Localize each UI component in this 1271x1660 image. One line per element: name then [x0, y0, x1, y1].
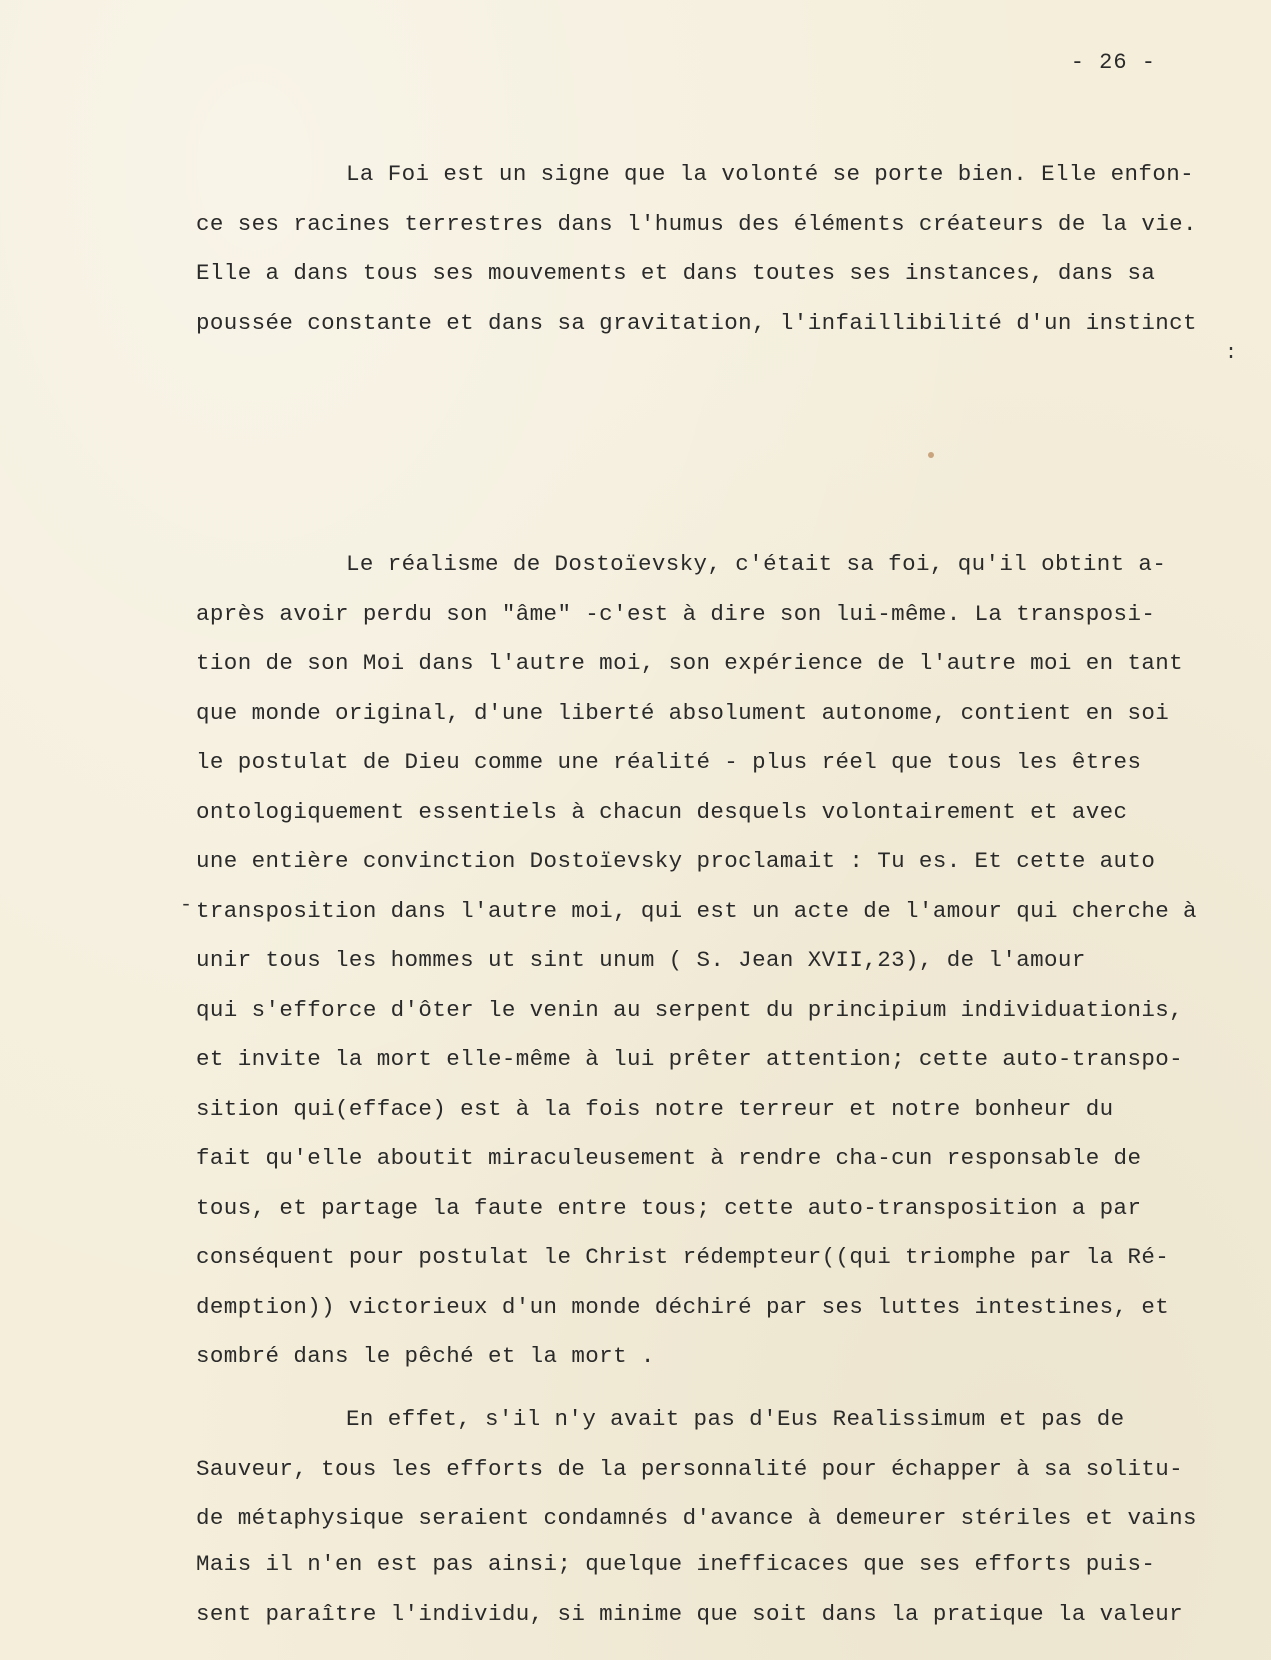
text-line: qui s'efforce d'ôter le venin au serpent du principium individuationis, [196, 996, 1184, 1023]
text-line: Sauveur, tous les efforts de la personnalité pour échapper à sa solitu- [196, 1455, 1184, 1482]
text-line: tion de son Moi dans l'autre moi, son expérience de l'autre moi en tant [196, 650, 1184, 676]
paragraph-individual [196, 1540, 1246, 1639]
text-line: fait qu'elle aboutit miraculeusement à rendre cha-cun responsable de [196, 1145, 1142, 1171]
text-line: ce ses racines terrestres dans l'humus des éléments créateurs de la vie. [196, 210, 1197, 237]
text-line: Elle a dans tous ses mouvements et dans toutes ses instances, dans sa [196, 260, 1156, 286]
text-line: une entière convinction Dostoïevsky proclamait : Tu es. Et cette auto [196, 848, 1156, 874]
paragraph-faith [196, 150, 1246, 348]
text-line: sent paraître l'individu, si minime que soit dans la pratique la valeur [196, 1600, 1184, 1627]
text-line: En effet, s'il n'y avait pas d'Eus Realissimum et pas de [346, 1406, 1125, 1432]
text-line: La Foi est un signe que la volonté se porte bien. Elle enfon- [346, 161, 1195, 187]
text-line: tous, et partage la faute entre tous; cette auto-transposition a par [196, 1194, 1142, 1221]
page-number: - 26 - [1070, 50, 1156, 75]
text-line: sition qui(efface) est à la fois notre terreur et notre bonheur du [196, 1095, 1114, 1122]
text-line: de métaphysique seraient condamnés d'avance à demeurer stériles et vains [196, 1505, 1197, 1531]
text-line: après avoir perdu son "âme" -c'est à dire son lui-même. La transposi- [196, 600, 1156, 627]
text-line: conséquent pour postulat le Christ rédempteur((qui triomphe par la Ré- [196, 1244, 1170, 1270]
text-line: transposition dans l'autre moi, qui est un acte de l'amour qui cherche à [196, 897, 1197, 924]
text-line: Le réalisme de Dostoïevsky, c'était sa foi, qu'il obtint a- [346, 551, 1167, 577]
text-line: ontologiquement essentiels à chacun desquels volontairement et avec [196, 798, 1128, 825]
text-line: que monde original, d'une liberté absolument autonome, contient en soi [196, 699, 1170, 726]
text-line: sombré dans le pêché et la mort . [196, 1343, 655, 1369]
text-line: Mais il n'en est pas ainsi; quelque inefficaces que ses efforts puis- [196, 1551, 1156, 1577]
paper-stain [928, 452, 934, 458]
paragraph-eus-realissimum [196, 1395, 1246, 1544]
paragraph-realism [196, 540, 1246, 1382]
text-line: demption)) victorieux d'un monde déchiré par ses luttes intestines, et [196, 1293, 1170, 1320]
text-line: poussée constante et dans sa gravitation, l'infaillibilité d'un instinct [196, 309, 1197, 336]
margin-dash-mark: - [180, 894, 193, 917]
text-line: et invite la mort elle-même à lui prêter attention; cette auto-transpo- [196, 1046, 1184, 1072]
text-line: le postulat de Dieu comme une réalité - plus réel que tous les êtres [196, 749, 1142, 775]
text-line: unir tous les hommes ut sint unum ( S. Jean XVII,23), de l'amour [196, 947, 1086, 973]
margin-colon-mark: : [1225, 342, 1238, 365]
